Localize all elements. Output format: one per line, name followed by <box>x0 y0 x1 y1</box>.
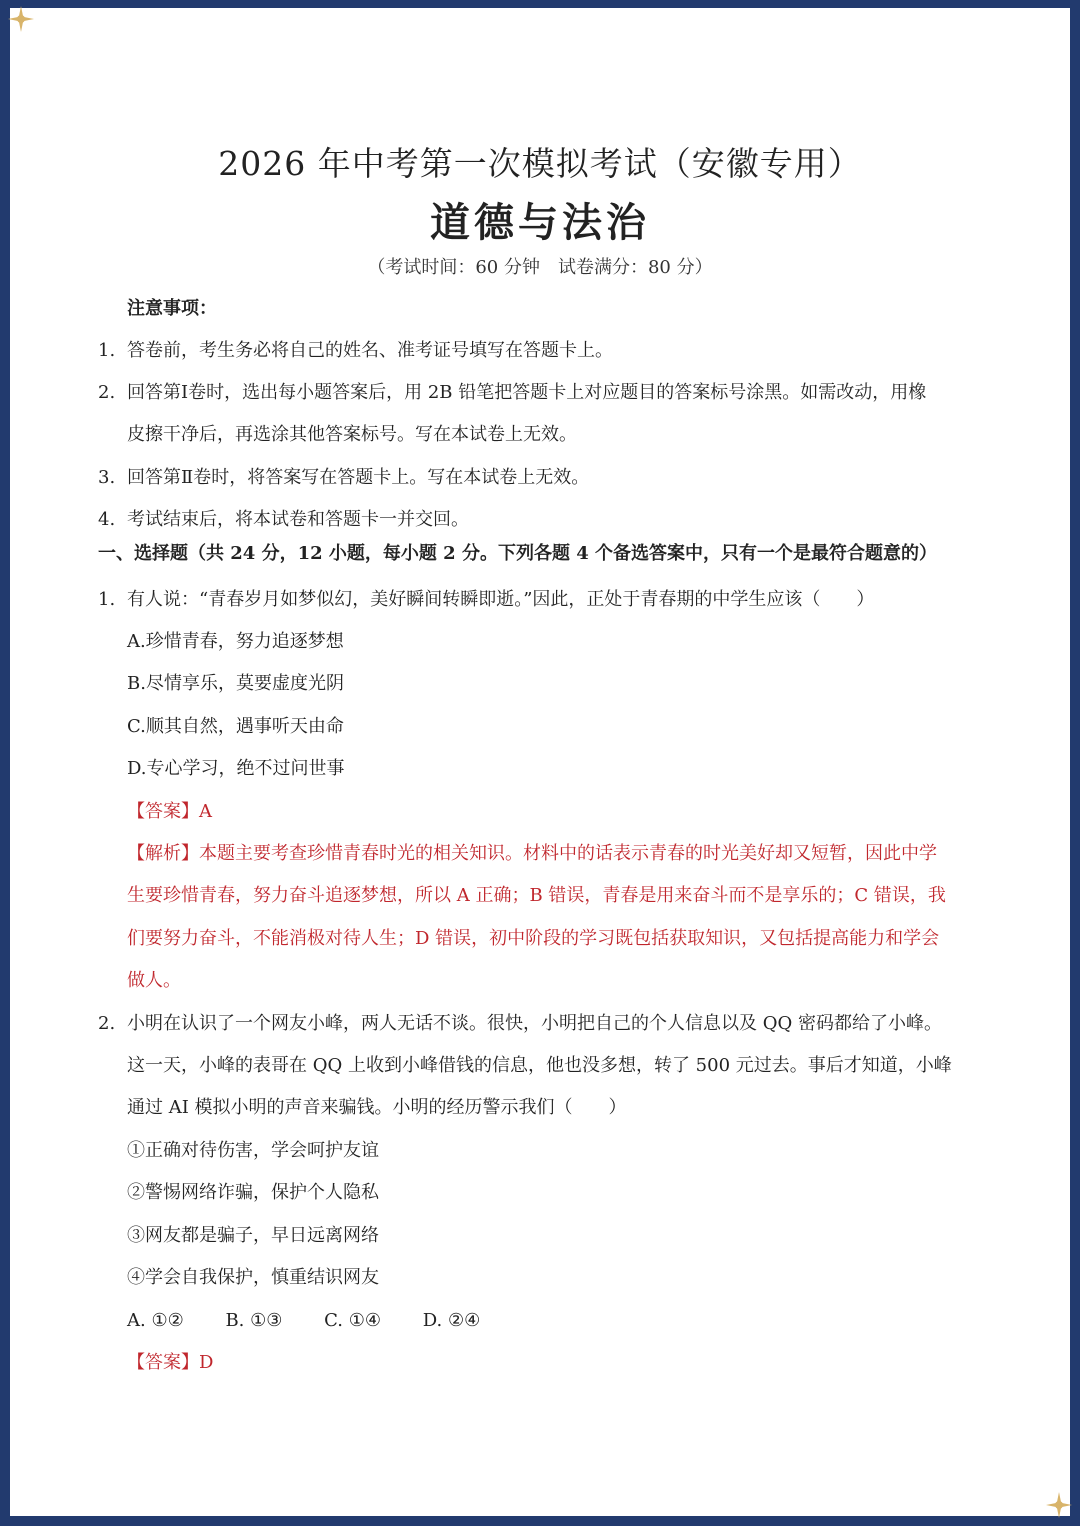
question-stem: 有人说：“青春岁月如梦似幻，美好瞬间转瞬即逝。”因此，正处于青春期的中学生应该（ ） <box>127 589 875 610</box>
note-text: 考试结束后，将本试卷和答题卡一并交回。 <box>127 509 469 530</box>
choice-b: B. ①③ <box>225 1310 283 1331</box>
option-d: D.专心学习，绝不过问世事 <box>127 758 345 779</box>
answer-label: 【答案】D <box>127 1352 214 1373</box>
choice-d: D. ②④ <box>422 1310 481 1331</box>
note-number: 2. <box>98 382 116 403</box>
exam-title: 2026 年中考第一次模拟考试（安徽专用） <box>218 144 862 183</box>
choice-row <box>127 1308 516 1334</box>
option-b: B.尽情享乐，莫要虚度光阴 <box>127 673 344 694</box>
notes-heading: 注意事项： <box>127 298 217 319</box>
note-text: 回答第Ⅰ卷时，选出每小题答案后，用 2B 铅笔把答题卡上对应题目的答案标号涂黑。如需改动，用橡 <box>127 382 927 403</box>
note-text-continued: 皮擦干净后，再选涂其他答案标号。写在本试卷上无效。 <box>127 424 577 445</box>
question-number: 1. <box>98 589 116 610</box>
statement-4: ④学会自我保护，慎重结识网友 <box>127 1267 379 1288</box>
note-number: 4. <box>98 509 116 530</box>
statement-1: ①正确对待伤害，学会呵护友谊 <box>127 1140 379 1161</box>
choice-a: A. ①② <box>127 1310 184 1331</box>
note-number: 3. <box>98 467 116 488</box>
question-stem-line: 通过 AI 模拟小明的声音来骗钱。小明的经历警示我们（ ） <box>127 1097 627 1118</box>
corner-ornament-icon <box>1044 1490 1074 1520</box>
subject-title: 道德与法治 <box>430 199 650 246</box>
question-stem: 小明在认识了一个网友小峰，两人无话不谈。很快，小明把自己的个人信息以及 QQ 密码都给了小峰。 <box>127 1013 942 1034</box>
analysis-line: 【解析】本题主要考查珍惜青春时光的相关知识。材料中的话表示青春的时光美好却又短暂，因此中学 <box>127 843 937 864</box>
option-c: C.顺其自然，遇事听天由命 <box>127 716 344 737</box>
question-number: 2. <box>98 1013 116 1034</box>
option-a: A.珍惜青春，努力追逐梦想 <box>127 631 344 652</box>
note-text: 答卷前，考生务必将自己的姓名、准考证号填写在答题卡上。 <box>127 340 613 361</box>
answer-label: 【答案】A <box>127 801 212 822</box>
analysis-line: 们要努力奋斗，不能消极对待人生；D 错误，初中阶段的学习既包括获取知识，又包括提高能力和学会 <box>127 928 940 949</box>
analysis-line: 生要珍惜青春，努力奋斗追逐梦想，所以 A 正确；B 错误，青春是用来奋斗而不是享乐的；C 错误，我 <box>127 885 946 906</box>
statement-2: ②警惕网络诈骗，保护个人隐私 <box>127 1182 379 1203</box>
note-number: 1. <box>98 340 116 361</box>
question-stem-line: 这一天，小峰的表哥在 QQ 上收到小峰借钱的信息，他也没多想，转了 500 元过去。事后才知道，小峰 <box>127 1055 952 1076</box>
choice-c: C. ①④ <box>324 1310 381 1331</box>
exam-info: （考试时间：60 分钟 试卷满分：80 分） <box>367 257 713 278</box>
statement-3: ③网友都是骗子，早日远离网络 <box>127 1225 379 1246</box>
corner-ornament-icon <box>6 4 36 34</box>
note-text: 回答第Ⅱ卷时，将答案写在答题卡上。写在本试卷上无效。 <box>127 467 590 488</box>
analysis-line: 做人。 <box>127 970 181 991</box>
section-heading: 一、选择题（共 24 分，12 小题，每小题 2 分。下列各题 4 个备选答案中，只有一个是最符合题意的） <box>98 543 938 564</box>
